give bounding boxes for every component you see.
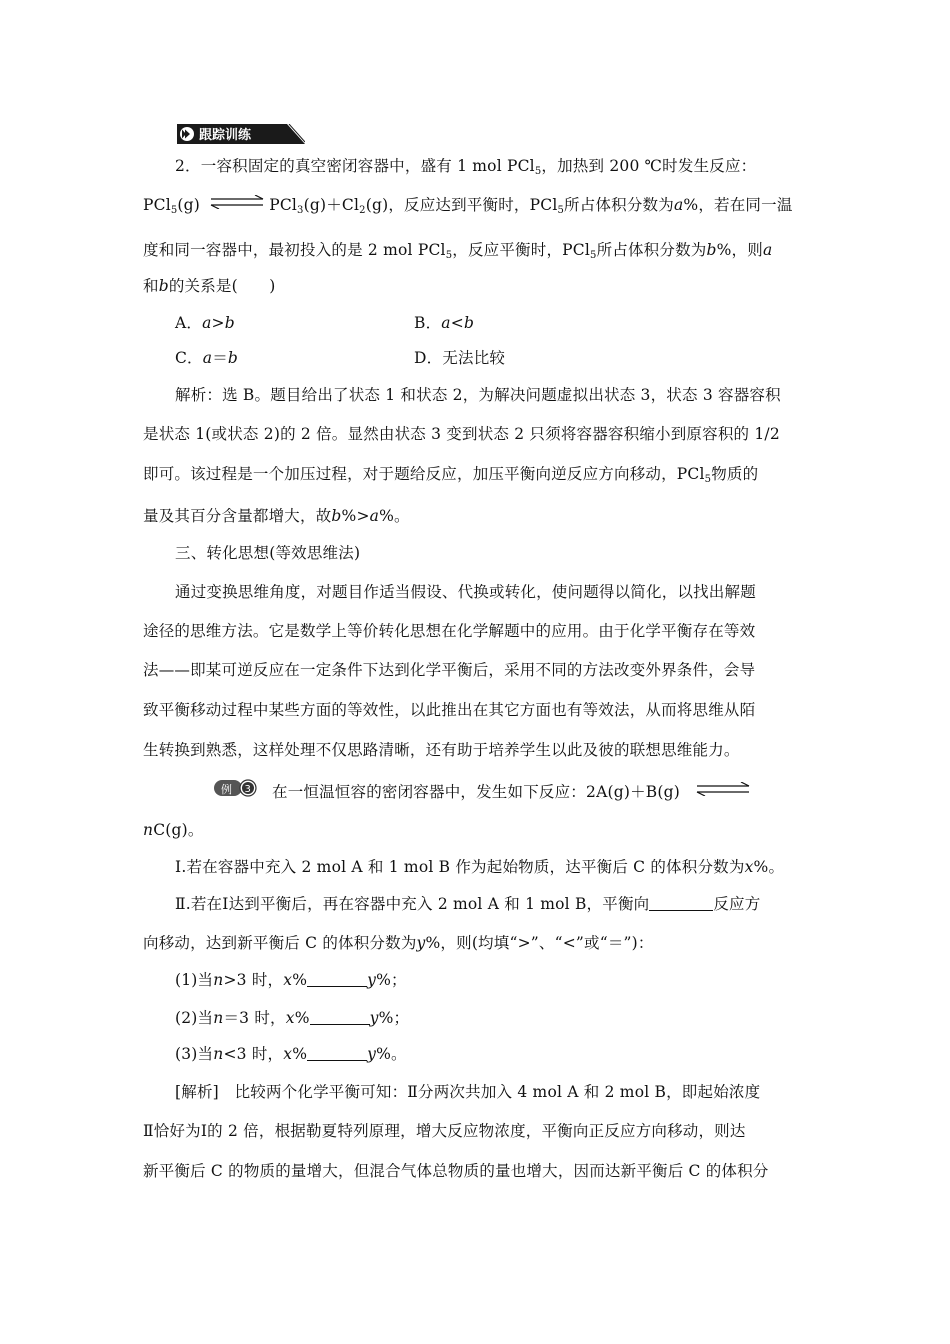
banner-label: 跟踪训练 [199, 128, 252, 143]
analysis1-line-2: 是状态 1(或状态 2)的 2 倍。显然由状态 3 变到状态 2 只须将容器容积缩小到原容积的 1/2 [143, 425, 780, 443]
analysis2-line-3: 新平衡后 C 的物质的量增大，但混合气体总物质的量也增大，因而达新平衡后 C 的体积分 [143, 1162, 769, 1180]
example3-case-3: (3)当n<3 时，x% y%。 [175, 1045, 407, 1063]
section-3-title: 三、转化思想(等效思维法) [175, 544, 361, 562]
example3-line-2: nC(g)。 [143, 821, 204, 839]
example3-case-2: (2)当n＝3 时，x% y%； [175, 1009, 410, 1027]
q2-line-4: 和b的关系是( ) [143, 277, 276, 295]
analysis2-line-1: [解析] 比较两个化学平衡可知：Ⅱ分两次共加入 4 mol A 和 2 mol B，即起始浓度 [175, 1083, 761, 1101]
example-3-badge [214, 779, 260, 797]
analysis2-line-2: Ⅱ恰好为Ⅰ的 2 倍，根据勒夏特列原理，增大反应物浓度，平衡向正反应方向移动，则达 [143, 1122, 746, 1140]
example3-condition-I: Ⅰ.若在容器中充入 2 mol A 和 1 mol B 作为起始物质，达平衡后 C 的体积分数为x%。 [175, 858, 785, 876]
example3-line-1: 在一恒温恒容的密闭容器中，发生如下反应：2A(g)＋B(g) [272, 782, 755, 802]
answer-blank[interactable] [307, 1045, 367, 1061]
equilibrium-arrow-icon [695, 782, 751, 796]
para-line-5: 生转换到熟悉，这样处理不仅思路清晰，还有助于培养学生以此及彼的联想思维能力。 [143, 741, 740, 759]
answer-blank[interactable] [649, 895, 713, 911]
analysis1-line-3: 即可。该过程是一个加压过程，对于题给反应，加压平衡向逆反应方向移动，PCl$_5$物质的 [143, 465, 759, 485]
follow-up-training-banner [177, 124, 305, 144]
svg-text:3: 3 [244, 784, 251, 795]
answer-blank[interactable] [310, 1009, 370, 1025]
q2-line-3: 度和同一容器中，最初投入的是 2 mol PCl$_5$，反应平衡时，PCl$_5$所占体积分数为b%，则a [143, 241, 773, 261]
example3-condition-II-2: 向移动，达到新平衡后 C 的体积分数为y%，则(均填“>”、“<”或“＝”)： [143, 934, 654, 952]
para-line-3: 法——即某可逆反应在一定条件下达到化学平衡后，采用不同的方法改变外界条件，会导 [143, 661, 756, 679]
svg-text:例: 例 [221, 783, 232, 796]
analysis1-line-4: 量及其百分含量都增大，故b%>a%。 [143, 507, 410, 525]
option-b: B．a<b [414, 314, 475, 332]
para-line-2: 途径的思维方法。它是数学上等价转化思想在化学解题中的应用。由于化学平衡存在等效 [143, 622, 756, 640]
q2-line-2: PCl$_5$(g) $PCl_3(g)+Cl_2(g)$，反应达到平衡时，PCl$_5$所占体积分数为a%，若在同一温 [143, 196, 793, 216]
option-c: C．a＝b [175, 349, 239, 367]
para-line-1: 通过变换思维角度，对题目作适当假设、代换或转化，使问题得以简化，以找出解题 [175, 583, 756, 601]
para-line-4: 致平衡移动过程中某些方面的等效性，以此推出在其它方面也有等效法，从而将思维从陌 [143, 701, 756, 719]
q2-line-1: 2．一容积固定的真空密闭容器中，盛有 1 mol PCl$_5$，加热到 200 ℃时发生反应： [175, 157, 757, 177]
example3-case-1: (1)当n>3 时，x% y%； [175, 971, 407, 989]
answer-blank[interactable] [307, 971, 367, 987]
option-a: A．a>b [175, 314, 235, 332]
analysis1-line-1: 解析：选 B。题目给出了状态 1 和状态 2，为解决问题虚拟出状态 3，状态 3 容器容积 [175, 386, 781, 404]
option-d: D．无法比较 [414, 349, 506, 367]
example3-condition-II-1: Ⅱ.若在Ⅰ达到平衡后，再在容器中充入 2 mol A 和 1 mol B，平衡向 反应方 [175, 895, 761, 913]
equilibrium-arrow-icon [209, 195, 265, 209]
